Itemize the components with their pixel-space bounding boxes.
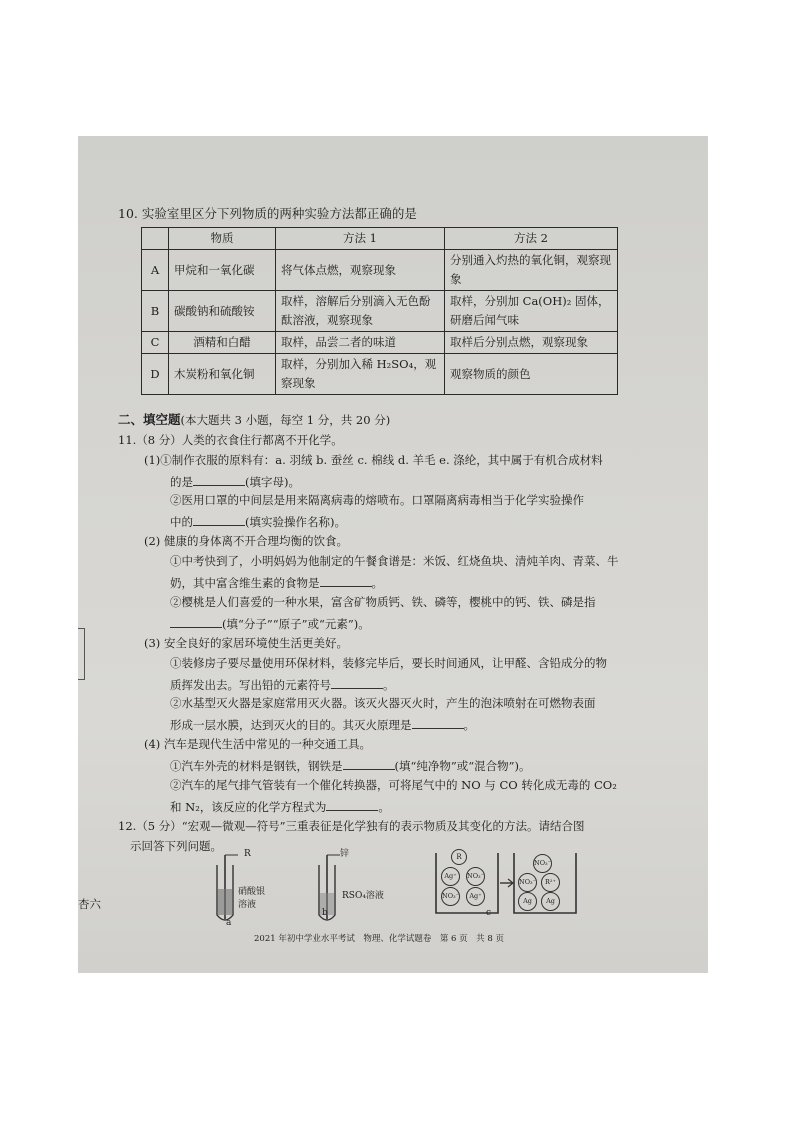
q11-p2c: ②樱桃是人们喜爱的一种水果，富含矿物质钙、铁、磷等，樱桃中的钙、铁、磷是指 (170, 595, 596, 609)
particle: R²⁺ (541, 873, 560, 892)
text: 奶，其中富含维生素的食物是 (170, 576, 320, 590)
answer-blank[interactable] (326, 799, 378, 811)
text: ①汽车外壳的材料是钢铁，钢铁是 (170, 759, 343, 773)
q11-p1a: (1)①制作衣服的原料有：a. 羽绒 b. 蚕丝 c. 棉线 d. 羊毛 e. 涤纶，其中属于有机合成材料 (144, 453, 603, 467)
section-note: (本大题共 3 小题，每空 1 分，共 20 分) (180, 413, 391, 427)
q12-stem: 12.（5 分）“宏观—微观—符号”三重表征是化学独有的表示物质及其变化的方法。请结合图 (118, 819, 585, 833)
q11-p1d (170, 514, 346, 529)
row-key: D (142, 354, 169, 395)
particle: Ag⁺ (441, 867, 460, 886)
text: 质挥发出去。写出铅的元素符号 (170, 678, 331, 692)
q11-p4a (170, 758, 531, 773)
row-substance: 碳酸钠和硫酸铵 (169, 291, 276, 332)
exam-page-photo (78, 136, 708, 973)
row-key: C (142, 332, 169, 354)
table-row (142, 354, 618, 395)
fig-a-label: a (226, 918, 232, 928)
q10-stem: 10. 实验室里区分下列物质的两种实验方法都正确的是 (118, 206, 417, 221)
fig-b-solution: RSO₄溶液 (342, 891, 384, 901)
text: 和 N₂，该反应的化学方程式为 (170, 800, 327, 814)
particle: Ag (541, 892, 560, 911)
text: (填“纯净物”或“混合物”)。 (394, 759, 531, 773)
q11-stem: 11.（8 分）人类的衣食住行都离不开化学。 (118, 433, 343, 447)
test-tube-b-icon (310, 849, 350, 929)
particle: NO₃⁻ (466, 867, 485, 886)
q11-p4c (170, 799, 390, 814)
q11-p2a: ①中考快到了，小明妈妈为他制定的午餐食谱是：米饭、红烧鱼块、清炖羊肉、青菜、牛 (170, 554, 619, 568)
q10-table (141, 227, 618, 395)
text: 中的 (170, 515, 193, 529)
answer-blank[interactable] (331, 677, 383, 689)
table-row (142, 332, 618, 354)
q12-stem-2: 示回答下列问题。 (130, 839, 222, 853)
particle: Ag (518, 892, 537, 911)
fig-a-solution-2: 溶液 (238, 900, 257, 910)
table-header-cell: 方法 1 (276, 228, 445, 250)
row-method-1: 取样，品尝二者的味道 (276, 332, 445, 354)
table-header-cell: 方法 2 (445, 228, 618, 250)
q11-p1b (170, 474, 300, 489)
answer-blank[interactable] (193, 514, 245, 526)
fig-b-label: b (322, 908, 328, 918)
q11-p4b: ②汽车的尾气排气管装有一个催化转换器，可将尾气中的 NO 与 CO 转化成无毒的 CO₂ (170, 778, 617, 792)
binding-edge-mark (78, 628, 85, 680)
q11-p2b (170, 575, 383, 590)
page-footer: 2021 年初中学业水平考试 物理、化学试题卷 第 6 页 共 8 页 (254, 934, 504, 944)
row-method-2: 分别通入灼热的氧化铜，观察现象 (445, 250, 618, 291)
particle: Ag⁺ (466, 887, 485, 906)
row-substance: 甲烷和一氧化碳 (169, 250, 276, 291)
row-key: A (142, 250, 169, 291)
row-method-2: 取样后分别点燃，观察现象 (445, 332, 618, 354)
table-header-cell (142, 228, 169, 250)
fig-a-solution-1: 硝酸银 (238, 887, 266, 897)
text: 。 (383, 678, 395, 692)
text: (填字母)。 (245, 475, 300, 489)
section-heading (118, 413, 390, 427)
answer-blank[interactable] (412, 717, 464, 729)
text: (填“分子”“原子”或“元素”)。 (222, 617, 370, 631)
fig-b-metal: 锌 (340, 849, 350, 859)
answer-blank[interactable] (193, 474, 245, 486)
row-method-1: 取样，溶解后分别滴入无色酚酞溶液，观察现象 (276, 291, 445, 332)
table-header-row (142, 228, 618, 250)
fig-a-metal: R (244, 849, 251, 859)
row-method-2: 观察物质的颜色 (445, 354, 618, 395)
row-method-1: 取样，分别加入稀 H₂SO₄，观察现象 (276, 354, 445, 395)
text: 。 (378, 800, 390, 814)
q11-p2: (2) 健康的身体离不开合理均衡的饮食。 (144, 534, 348, 548)
section-title: 二、填空题 (118, 412, 181, 427)
particle: NO₃⁻ (441, 887, 460, 906)
row-key: B (142, 291, 169, 332)
particle: R (451, 849, 467, 865)
text: 形成一层水膜，达到灭火的目的。其灭火原理是 (170, 718, 412, 732)
text: (填实验操作名称)。 (245, 515, 346, 529)
q11-p1c: ②医用口罩的中间层是用来隔离病毒的熔喷布。口罩隔离病毒相当于化学实验操作 (170, 493, 584, 507)
answer-blank[interactable] (170, 616, 222, 628)
particle: NO₃⁻ (518, 873, 537, 892)
fig-c-label: c (486, 908, 492, 918)
margin-text: 杏六 (78, 897, 101, 911)
row-substance: 木炭粉和氧化铜 (169, 354, 276, 395)
q11-p3c: ②水基型灭火器是家庭常用灭火器。该灭火器灭火时，产生的泡沫喷射在可燃物表面 (170, 696, 596, 710)
table-row (142, 250, 618, 291)
q11-p4: (4) 汽车是现代生活中常见的一种交通工具。 (144, 737, 371, 751)
table-row (142, 291, 618, 332)
text: 。 (371, 576, 383, 590)
text: 。 (463, 718, 475, 732)
q11-p3a: ①装修房子要尽量使用环保材料，装修完毕后，要长时间通风，让甲醛、含铅成分的物 (170, 656, 607, 670)
q11-p3: (3) 安全良好的家居环境使生活更美好。 (144, 636, 348, 650)
table-header-cell: 物质 (169, 228, 276, 250)
text: 的是 (170, 475, 193, 489)
q11-p2d (170, 616, 370, 631)
particle: NO₃⁻ (533, 854, 552, 873)
answer-blank[interactable] (343, 758, 395, 770)
q11-p3b (170, 677, 395, 692)
row-substance: 酒精和白醋 (169, 332, 276, 354)
row-method-2: 取样，分别加 Ca(OH)₂ 固体，研磨后闻气味 (445, 291, 618, 332)
answer-blank[interactable] (320, 575, 372, 587)
q11-p3d (170, 717, 475, 732)
row-method-1: 将气体点燃，观察现象 (276, 250, 445, 291)
